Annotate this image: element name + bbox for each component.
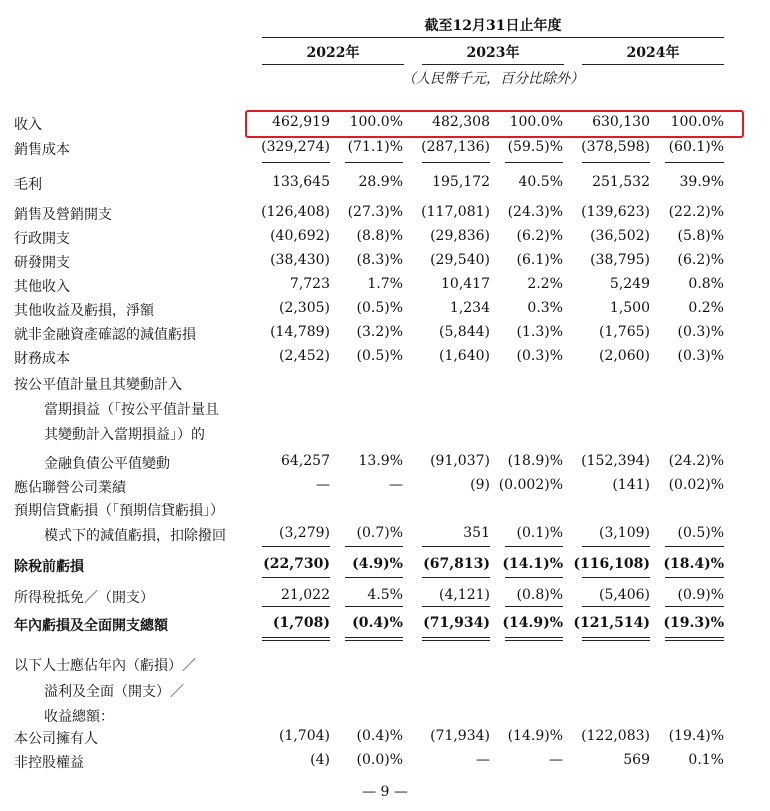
underline: [345, 606, 403, 607]
cell-2022-percent: (4.9)%: [352, 556, 403, 572]
double-underline: [262, 637, 330, 641]
cell-2023-percent: (14.1)%: [502, 556, 563, 572]
cell-2023-percent: (0.3)%: [516, 348, 563, 364]
double-underline: [505, 637, 563, 641]
cell-2022-percent: 1.7%: [367, 276, 403, 292]
underline: [262, 606, 330, 607]
cell-2022-percent: 28.9%: [358, 174, 403, 190]
cell-2022-percent: 4.5%: [367, 587, 403, 603]
underline: [422, 577, 490, 578]
cell-2022-percent: (0.5)%: [356, 348, 403, 364]
row-label: 行政開支: [14, 231, 70, 247]
underline: [665, 606, 724, 607]
cell-2024-percent: (0.02)%: [668, 477, 724, 493]
cell-2024-percent: (0.3)%: [677, 348, 724, 364]
row-label: 除稅前虧損: [14, 559, 84, 575]
cell-2024-percent: (0.3)%: [677, 324, 724, 340]
row-label: 其他收益及虧損，淨額: [14, 303, 154, 319]
table-row: [0, 652, 770, 676]
row-label: 以下人士應佔年內（虧損）／: [14, 658, 196, 674]
page-number: — 9 —: [362, 784, 408, 800]
cell-2024-amount: 630,130: [592, 114, 650, 130]
cell-2024-amount: (121,514): [573, 615, 650, 631]
cell-2022-amount: —: [316, 477, 330, 493]
cell-2022-percent: (71.1)%: [347, 139, 403, 155]
year-2023-header: 2023年: [466, 45, 520, 61]
double-underline: [582, 637, 650, 641]
cell-2024-amount: 5,249: [609, 276, 650, 292]
table-row: [0, 421, 770, 445]
cell-2022-percent: —: [389, 477, 403, 493]
cell-2023-amount: 10,417: [441, 276, 490, 292]
table-row: [0, 249, 770, 273]
underline: [262, 162, 330, 163]
double-underline: [345, 637, 403, 641]
underline: [582, 162, 650, 163]
cell-2024-amount: (2,060): [598, 348, 650, 364]
table-row: [0, 749, 770, 773]
cell-2023-amount: (67,813): [423, 556, 490, 572]
cell-2024-percent: (0.5)%: [677, 525, 724, 541]
table-row: [0, 321, 770, 345]
cell-2024-percent: (0.9)%: [677, 587, 724, 603]
cell-2023-amount: 1,234: [449, 300, 490, 316]
cell-2024-amount: 251,532: [592, 174, 650, 190]
cell-2022-percent: (27.3)%: [347, 204, 403, 220]
underline: [422, 162, 490, 163]
table-row: [0, 584, 770, 608]
year-2024-header: 2024年: [626, 45, 680, 61]
cell-2022-percent: 13.9%: [358, 453, 403, 469]
cell-2022-amount: (2,452): [278, 348, 330, 364]
underline: [665, 577, 724, 578]
cell-2022-amount: (1,708): [272, 615, 330, 631]
cell-2022-amount: 64,257: [281, 453, 330, 469]
cell-2023-amount: (91,037): [430, 453, 490, 469]
year-2022-header: 2022年: [306, 45, 360, 61]
cell-2023-amount: 482,308: [432, 114, 490, 130]
table-row: [0, 273, 770, 297]
cell-2023-amount: 351: [463, 525, 490, 541]
year-rule-2024: [582, 64, 724, 65]
underline: [505, 162, 563, 163]
underline: [262, 577, 330, 578]
row-label: 收益總額：: [44, 709, 114, 725]
row-label: 溢利及全面（開支）／: [44, 684, 184, 700]
cell-2023-percent: (0.1)%: [516, 525, 563, 541]
cell-2022-amount: (3,279): [278, 525, 330, 541]
cell-2023-percent: 100.0%: [509, 114, 563, 130]
cell-2022-amount: (126,408): [261, 204, 330, 220]
table-row: [0, 371, 770, 395]
cell-2022-amount: (14,789): [270, 324, 330, 340]
underline: [422, 606, 490, 607]
underline: [505, 606, 563, 607]
cell-2022-amount: 462,919: [272, 114, 330, 130]
cell-2023-percent: (0.002)%: [498, 477, 563, 493]
row-label: 研發開支: [14, 255, 70, 271]
underline: [262, 546, 330, 547]
underline: [665, 162, 724, 163]
row-label: 本公司擁有人: [14, 731, 98, 747]
cell-2022-percent: (8.8)%: [356, 228, 403, 244]
cell-2023-amount: (9): [470, 477, 490, 493]
cell-2023-amount: (4,121): [438, 587, 490, 603]
cell-2022-percent: (0.0)%: [356, 752, 403, 768]
cell-2024-amount: (152,394): [581, 453, 650, 469]
cell-2024-amount: (38,795): [590, 252, 650, 268]
cell-2022-percent: (0.7)%: [356, 525, 403, 541]
cell-2023-percent: (18.9)%: [507, 453, 563, 469]
cell-2022-amount: (2,305): [278, 300, 330, 316]
table-row: [0, 553, 770, 577]
cell-2023-percent: (0.8)%: [516, 587, 563, 603]
row-label: 非控股權益: [14, 755, 84, 771]
cell-2022-amount: (38,430): [270, 252, 330, 268]
row-label: 預期信貸虧損（「預期信貸虧損」）: [14, 503, 224, 519]
header-rule: [262, 37, 724, 38]
cell-2023-percent: (1.3)%: [516, 324, 563, 340]
underline: [505, 577, 563, 578]
table-row: [0, 497, 770, 521]
table-row: [0, 171, 770, 195]
underline: [345, 546, 403, 547]
cell-2022-percent: (0.4)%: [356, 728, 403, 744]
cell-2023-amount: (117,081): [421, 204, 490, 220]
cell-2022-amount: (4): [310, 752, 330, 768]
cell-2024-amount: (5,406): [598, 587, 650, 603]
cell-2022-amount: (40,692): [270, 228, 330, 244]
cell-2024-percent: 0.1%: [688, 752, 724, 768]
cell-2022-amount: (329,274): [261, 139, 330, 155]
row-label: 模式下的減值虧損，扣除撥回: [44, 528, 226, 544]
cell-2023-amount: (29,540): [430, 252, 490, 268]
cell-2022-percent: (3.2)%: [356, 324, 403, 340]
cell-2023-amount: (71,934): [423, 615, 490, 631]
cell-2024-percent: (22.2)%: [668, 204, 724, 220]
cell-2024-percent: 100.0%: [670, 114, 724, 130]
row-label: 所得稅抵免／（開支）: [14, 590, 154, 606]
cell-2022-percent: (8.3)%: [356, 252, 403, 268]
row-label: 就非金融資產確認的減值虧損: [14, 327, 196, 343]
cell-2023-percent: 40.5%: [518, 174, 563, 190]
cell-2022-amount: (22,730): [263, 556, 330, 572]
cell-2022-amount: 133,645: [272, 174, 330, 190]
year-rule-2022: [262, 64, 404, 65]
underline: [582, 606, 650, 607]
table-row: [0, 703, 770, 727]
cell-2023-percent: (14.9)%: [507, 728, 563, 744]
table-row: [0, 111, 770, 135]
cell-2024-amount: (139,623): [581, 204, 650, 220]
cell-2023-percent: (59.5)%: [507, 139, 563, 155]
cell-2023-amount: —: [476, 752, 490, 768]
row-label: 收入: [14, 117, 42, 133]
cell-2023-percent: 2.2%: [527, 276, 563, 292]
underline: [422, 546, 490, 547]
cell-2023-percent: (6.2)%: [516, 228, 563, 244]
table-row: [0, 136, 770, 160]
table-row: [0, 725, 770, 749]
cell-2023-percent: (24.3)%: [507, 204, 563, 220]
cell-2023-amount: (287,136): [421, 139, 490, 155]
underline: [665, 546, 724, 547]
cell-2024-percent: (24.2)%: [668, 453, 724, 469]
cell-2023-amount: (5,844): [438, 324, 490, 340]
double-underline: [422, 637, 490, 641]
unit-note: （人民幣千元，百分比除外）: [402, 71, 584, 87]
cell-2023-amount: (29,836): [430, 228, 490, 244]
cell-2024-percent: (6.2)%: [677, 252, 724, 268]
cell-2023-percent: (14.9)%: [502, 615, 563, 631]
cell-2024-percent: (19.4)%: [668, 728, 724, 744]
table-row: [0, 201, 770, 225]
cell-2023-amount: (1,640): [438, 348, 490, 364]
cell-2024-amount: (122,083): [581, 728, 650, 744]
cell-2024-percent: (18.4)%: [663, 556, 724, 572]
cell-2023-amount: 195,172: [432, 174, 490, 190]
cell-2024-percent: 0.2%: [688, 300, 724, 316]
table-row: [0, 678, 770, 702]
cell-2022-percent: 100.0%: [349, 114, 403, 130]
cell-2023-percent: 0.3%: [527, 300, 563, 316]
period-title: 截至12月31日止年度: [424, 18, 562, 34]
row-label: 銷售成本: [14, 142, 70, 158]
table-row: [0, 522, 770, 546]
cell-2022-amount: 21,022: [281, 587, 330, 603]
cell-2024-percent: (60.1)%: [668, 139, 724, 155]
row-label: 毛利: [14, 177, 42, 193]
row-label: 其他收入: [14, 279, 70, 295]
row-label: 財務成本: [14, 351, 70, 367]
cell-2024-percent: (19.3)%: [663, 615, 724, 631]
underline: [582, 546, 650, 547]
row-label: 銷售及營銷開支: [14, 207, 112, 223]
cell-2023-amount: (71,934): [430, 728, 490, 744]
table-row: [0, 225, 770, 249]
cell-2024-amount: (3,109): [598, 525, 650, 541]
table-row: [0, 450, 770, 474]
year-rule-2023: [422, 64, 564, 65]
cell-2024-amount: (116,108): [573, 556, 650, 572]
table-row: [0, 612, 770, 636]
cell-2024-amount: (1,765): [598, 324, 650, 340]
table-row: [0, 345, 770, 369]
cell-2024-percent: (5.8)%: [677, 228, 724, 244]
cell-2022-amount: (1,704): [278, 728, 330, 744]
cell-2024-amount: 1,500: [609, 300, 650, 316]
cell-2023-percent: —: [549, 752, 563, 768]
table-row: [0, 297, 770, 321]
row-label: 金融負債公平值變動: [44, 456, 170, 472]
cell-2024-amount: (36,502): [590, 228, 650, 244]
cell-2022-amount: 7,723: [289, 276, 330, 292]
row-label: 按公平值計量且其變動計入: [14, 377, 182, 393]
table-row: [0, 396, 770, 420]
cell-2024-percent: 0.8%: [688, 276, 724, 292]
table-row: [0, 474, 770, 498]
cell-2024-percent: 39.9%: [679, 174, 724, 190]
underline: [505, 546, 563, 547]
row-label: 當期損益（「按公平值計量且: [44, 402, 219, 418]
cell-2023-percent: (6.1)%: [516, 252, 563, 268]
cell-2024-amount: 569: [623, 752, 650, 768]
underline: [345, 162, 403, 163]
cell-2024-amount: (141): [612, 477, 650, 493]
row-label: 其變動計入當期損益」）的: [44, 427, 205, 443]
cell-2022-percent: (0.4)%: [352, 615, 403, 631]
underline: [345, 577, 403, 578]
row-label: 年內虧損及全面開支總額: [14, 618, 168, 634]
cell-2024-amount: (378,598): [581, 139, 650, 155]
underline: [582, 577, 650, 578]
cell-2022-percent: (0.5)%: [356, 300, 403, 316]
row-label: 應佔聯營公司業績: [14, 480, 126, 496]
double-underline: [665, 637, 724, 641]
